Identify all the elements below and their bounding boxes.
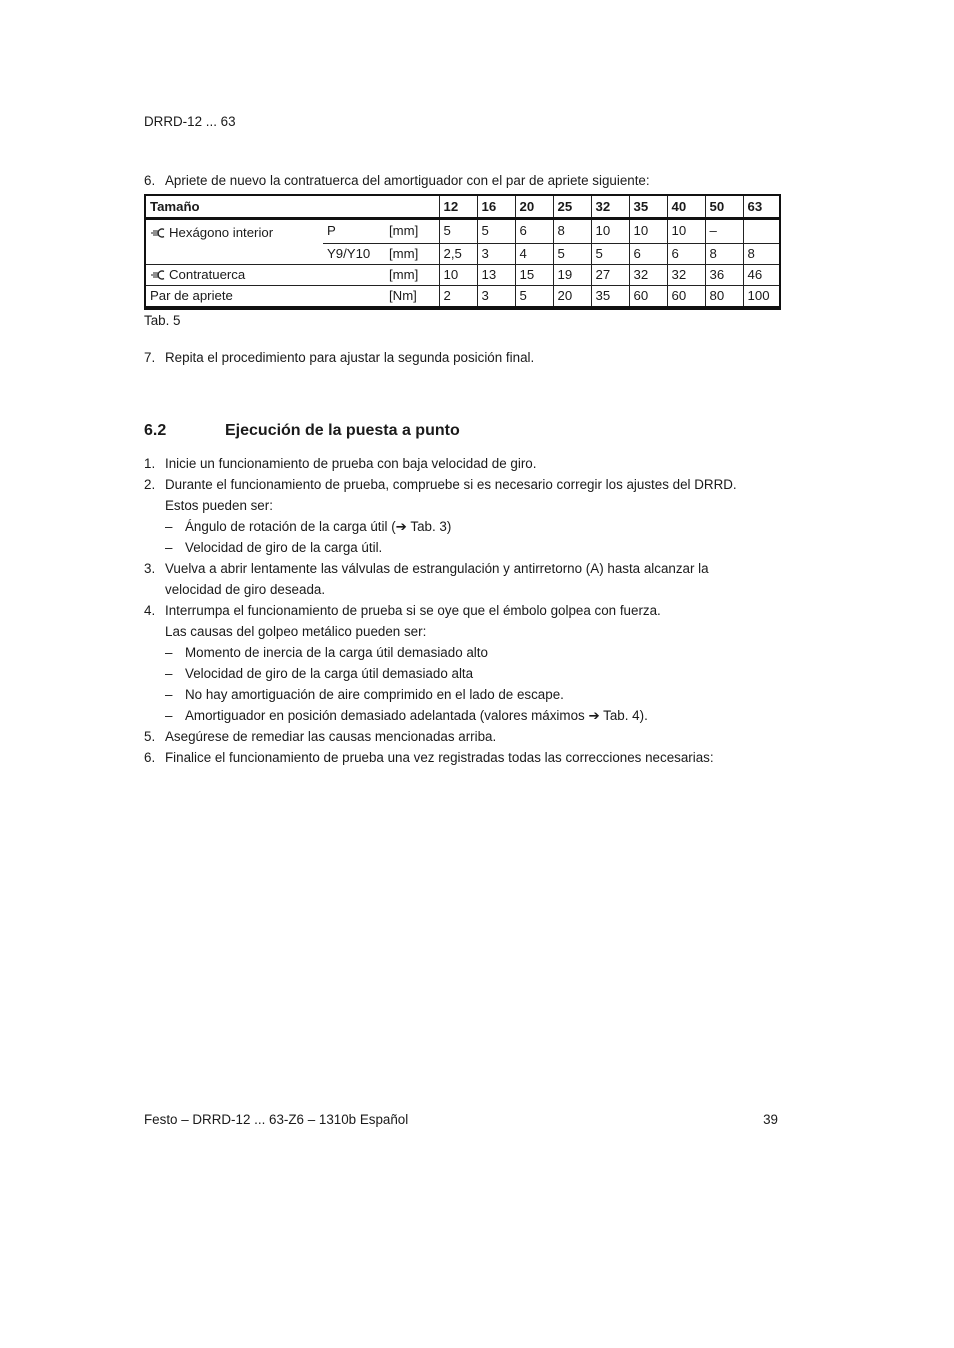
header-size: 20: [515, 195, 553, 219]
row-variant: Y9/Y10: [323, 243, 385, 264]
step-list: [144, 453, 784, 768]
section-title: Ejecución de la puesta a punto: [225, 422, 460, 439]
table-cell: –: [705, 219, 743, 244]
table-cell: 10: [591, 219, 629, 244]
step-number: 6.: [144, 750, 156, 765]
dash-marker: –: [165, 666, 173, 681]
table-row: [145, 219, 780, 244]
header-size: 32: [591, 195, 629, 219]
row-label: Hexágono interior: [169, 225, 274, 240]
row-variant: [323, 264, 385, 285]
table-cell: 32: [629, 264, 667, 285]
table-cell: 6: [667, 243, 705, 264]
table-cell: 5: [591, 243, 629, 264]
list-item: [144, 747, 784, 768]
table-cell: 32: [667, 264, 705, 285]
row-unit: [mm]: [385, 264, 439, 285]
bullet-text: Ángulo de rotación de la carga útil (: [185, 519, 396, 534]
step-text: Repita el procedimiento para ajustar la segunda posición final.: [165, 350, 535, 365]
step-text: Inicie un funcionamiento de prueba con baja velocidad de giro.: [165, 456, 537, 471]
step-number: 7.: [144, 350, 156, 365]
step-number: 5.: [144, 729, 156, 744]
row-unit: [mm]: [389, 223, 419, 239]
table-header-row: [145, 195, 780, 219]
table-cell: 36: [705, 264, 743, 285]
table-cell: 10: [439, 264, 477, 285]
arrow-right-icon: ➔: [588, 708, 600, 723]
bullet-item: [144, 663, 784, 684]
dash-marker: –: [165, 540, 173, 555]
list-item: [144, 558, 784, 579]
bullet-item: [144, 516, 784, 537]
running-title: DRRD-12 ... 63: [144, 114, 236, 129]
table-row: [145, 264, 780, 285]
step-number: 6.: [144, 173, 156, 188]
table-cell: 5: [553, 243, 591, 264]
step-number: 1.: [144, 456, 156, 471]
step-number: 3.: [144, 561, 156, 576]
row-label-cell: [145, 264, 323, 285]
bullet-item: [144, 537, 784, 558]
row-label: Par de apriete: [145, 285, 323, 308]
arrow-right-icon: ➔: [395, 519, 407, 534]
table-cell: 3: [477, 243, 515, 264]
table-cell: 5: [477, 219, 515, 244]
list-item: [144, 600, 784, 621]
bullet-text: Amortiguador en posición demasiado adelantada (valores máximos: [185, 708, 589, 723]
table-cell: 100: [743, 285, 780, 308]
header-size: 16: [477, 195, 515, 219]
table-cell: 3: [477, 285, 515, 308]
bullet-text: Velocidad de giro de la carga útil.: [185, 540, 383, 555]
row-label-cell: [145, 219, 323, 244]
table-cell: 2,5: [439, 243, 477, 264]
step-text: Apriete de nuevo la contratuerca del amortiguador con el par de apriete siguiente:: [165, 173, 650, 188]
table-cell: 6: [515, 219, 553, 244]
page-number: 39: [763, 1112, 778, 1127]
bullet-text: No hay amortiguación de aire comprimido en el lado de escape.: [185, 687, 564, 702]
table-cell: 5: [515, 285, 553, 308]
bullet-text: Momento de inercia de la carga útil demasiado alto: [185, 645, 488, 660]
table-cell: 8: [553, 219, 591, 244]
dash-marker: –: [165, 645, 173, 660]
table-cell: 15: [515, 264, 553, 285]
table-row: [145, 285, 780, 308]
table-cell: 10: [629, 219, 667, 244]
table-cell: 19: [553, 264, 591, 285]
footer-document-id: Festo – DRRD-12 ... 63-Z6 – 1310b Español: [144, 1112, 409, 1127]
cross-reference: Tab. 4).: [603, 708, 648, 723]
step-7: [144, 347, 784, 368]
table-cell: 4: [515, 243, 553, 264]
row-label: [145, 243, 323, 264]
table-cell: 60: [667, 285, 705, 308]
table-caption: Tab. 5: [144, 313, 181, 328]
header-size: 40: [667, 195, 705, 219]
bullet-text: Velocidad de giro de la carga útil demasiado alta: [185, 666, 474, 681]
bullet-item: [144, 642, 784, 663]
table-cell: 10: [667, 219, 705, 244]
step-number: 4.: [144, 603, 156, 618]
header-size: 63: [743, 195, 780, 219]
dash-marker: –: [165, 519, 173, 534]
cross-reference: Tab. 3): [410, 519, 452, 534]
table-cell: [743, 219, 780, 244]
step-text: Asegúrese de remediar las causas mencionadas arriba.: [165, 729, 497, 744]
table-cell: 2: [439, 285, 477, 308]
step-continuation: Estos pueden ser:: [165, 498, 273, 513]
step-text: Vuelva a abrir lentamente las válvulas de estrangulación y antirretorno (A) hasta alcanzar la: [165, 561, 709, 576]
dash-marker: –: [165, 687, 173, 702]
header-size-label: Tamaño: [145, 195, 439, 219]
table-cell: 60: [629, 285, 667, 308]
table-cell: 13: [477, 264, 515, 285]
dash-marker: –: [165, 708, 173, 723]
table-cell: 46: [743, 264, 780, 285]
torque-table: [144, 194, 781, 310]
header-size: 25: [553, 195, 591, 219]
row-unit: [Nm]: [385, 285, 439, 308]
step-continuation: Las causas del golpeo metálico pueden ser:: [165, 624, 427, 639]
step-number: 2.: [144, 477, 156, 492]
table-row: [145, 243, 780, 264]
bullet-item: [144, 705, 784, 726]
table-cell: 6: [629, 243, 667, 264]
step-6-intro: [144, 170, 784, 191]
table-cell: 80: [705, 285, 743, 308]
table-cell: 8: [743, 243, 780, 264]
wrench-icon: [150, 270, 166, 280]
list-item: [144, 726, 784, 747]
header-size: 12: [439, 195, 477, 219]
step-continuation: velocidad de giro deseada.: [165, 582, 326, 597]
section-number: 6.2: [144, 422, 167, 439]
header-size: 50: [705, 195, 743, 219]
wrench-icon: [150, 228, 166, 238]
bullet-item: [144, 684, 784, 705]
table-cell: 27: [591, 264, 629, 285]
table-cell: 8: [705, 243, 743, 264]
header-size: 35: [629, 195, 667, 219]
table-cell: 20: [553, 285, 591, 308]
list-item: [144, 474, 784, 495]
step-text: Interrumpa el funcionamiento de prueba si se oye que el émbolo golpea con fuerza.: [165, 603, 661, 618]
row-variant: [323, 285, 385, 308]
step-text: Durante el funcionamiento de prueba, compruebe si es necesario corregir los ajustes del DRRD.: [165, 477, 737, 492]
section-heading: [144, 422, 460, 440]
list-item: [144, 453, 784, 474]
table-cell: 5: [439, 219, 477, 244]
table-cell: 35: [591, 285, 629, 308]
row-unit: [mm]: [385, 243, 439, 264]
step-text: Finalice el funcionamiento de prueba una vez registradas todas las correcciones necesarias:: [165, 750, 714, 765]
row-label: Contratuerca: [169, 266, 246, 282]
row-variant: P: [327, 223, 336, 239]
